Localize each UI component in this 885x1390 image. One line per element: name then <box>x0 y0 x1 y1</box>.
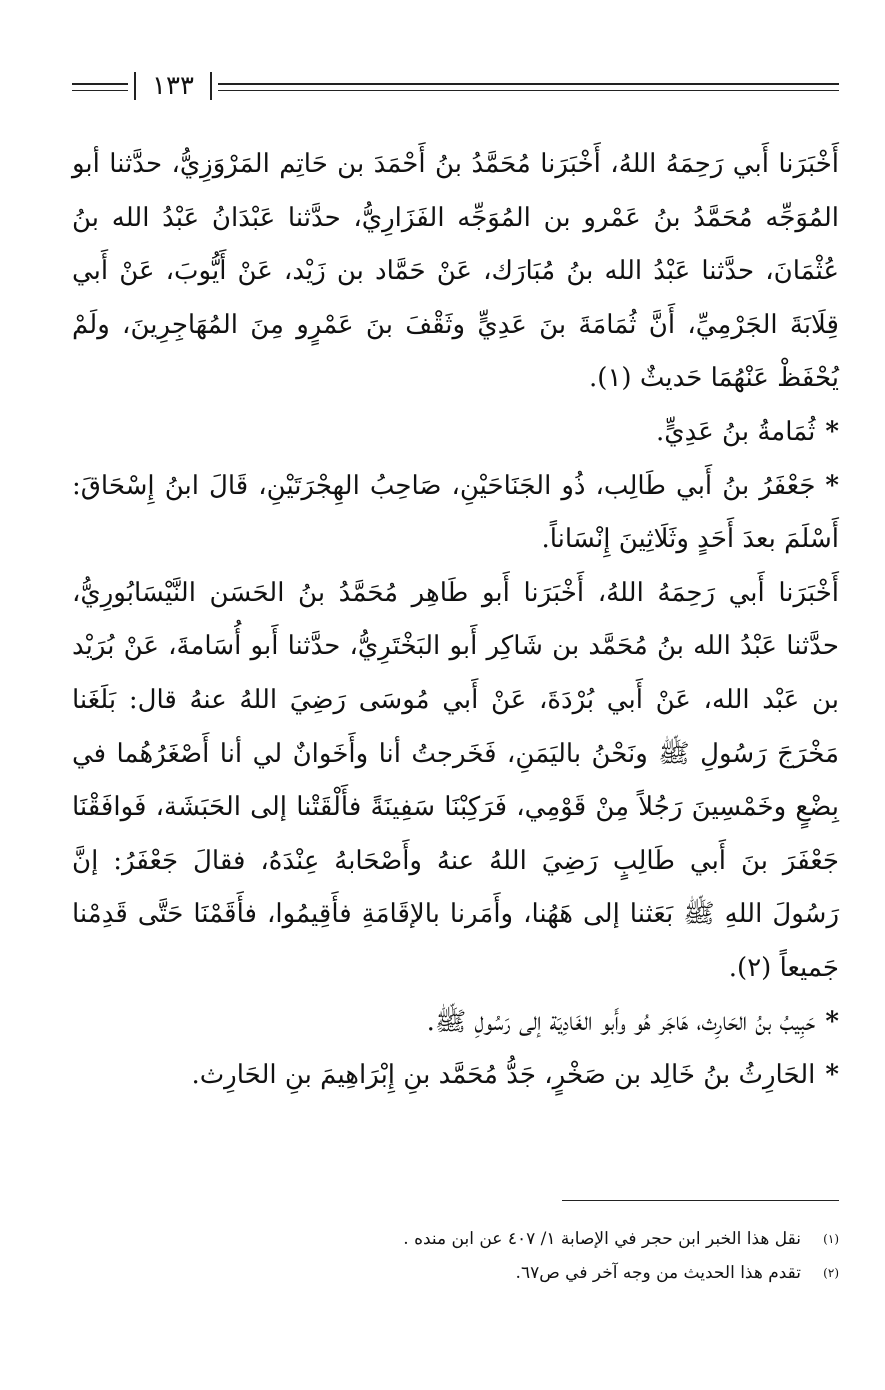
header-bar-right <box>210 72 212 100</box>
entry-text: الحَارِثُ بنُ خَالِد بن صَخْرٍ، جَدُّ مُحَمَّد بنِ إِبْرَاهِيمَ بنِ الحَارِث. <box>191 1060 816 1091</box>
page-number: ١٣٣ <box>152 71 194 101</box>
footnote-number: (٢) <box>823 1266 839 1280</box>
header-rule-left <box>72 83 128 91</box>
entry-harith <box>72 1049 839 1103</box>
header-rule-right <box>218 83 839 91</box>
footnote-text: نقل هذا الخبر ابن حجر في الإصابة ١/ ٤٠٧ عن ابن منده . <box>403 1229 801 1249</box>
entry-text: ثُمَامةُ بنُ عَدِيٍّ. <box>656 416 816 447</box>
entry-star: * <box>825 416 839 447</box>
body-text <box>72 138 839 1103</box>
footnote-1 <box>72 1222 839 1256</box>
footnote-2 <box>72 1256 839 1290</box>
paragraph-isnad-thumama: أَخْبَرَنا أَبي رَحِمَهُ اللهُ، أَخْبَرَنا مُحَمَّدُ بنُ أَحْمَدَ بن حَاتِم المَرْوَزِيُّ، حدَّثنا أبو المُوَجِّه مُحَمَّدُ بنُ عَمْرو بن المُوَجِّه الفَزَارِيُّ، حدَّثنا عَبْدَانُ عَبْدُ الله بنُ عُثْمَانَ، حدَّثنا عَبْدُ الله بنُ مُبَارَك، عَنْ حَمَّاد بن زَيْد، عَنْ أَيُّوبَ، عَنْ أَبي قِلَابَةَ الجَرْمِيِّ، أَنَّ ثُمَامَةَ بنَ عَدِيٍّ وثَقْفَ بنَ عَمْرٍو مِنَ المُهَاجِرِينَ، ولَمْ يُحْفَظْ عَنْهُمَا حَديثٌ (١). <box>72 149 839 394</box>
entry-thumama <box>72 406 839 460</box>
page-header <box>72 70 839 106</box>
footnote-number: (١) <box>823 1232 839 1246</box>
header-bar-left <box>134 72 136 100</box>
entry-star: * <box>825 1060 839 1091</box>
entry-text: جَعْفَرُ بنُ أَبي طَالِب، ذُو الجَنَاحَيْنِ، صَاحِبُ الهِجْرَتَيْنِ، قَالَ ابنُ إِسْحَاقَ: أَسْلَمَ بعدَ أَحَدٍ وثَلَاثِينَ إِنْسَاناً. <box>72 470 839 555</box>
entry-habib <box>72 996 839 1050</box>
footnotes <box>72 1222 839 1290</box>
footnote-separator <box>562 1200 839 1201</box>
entry-star: * <box>825 470 839 501</box>
paragraph-isnad-jafar: أَخْبَرَنا أَبي رَحِمَهُ اللهُ، أَخْبَرَنا أَبو طَاهِر مُحَمَّدُ بنُ الحَسَن النَّيْسَابُورِيُّ، حدَّثنا عَبْدُ الله بنُ مُحَمَّد بن شَاكِر أَبو البَخْتَرِيُّ، حدَّثنا أَبو أُسَامةَ، عَنْ بُرَيْد بن عَبْد الله، عَنْ أَبي بُرْدَةَ، عَنْ أَبي مُوسَى رَضِيَ اللهُ عنهُ قال: بَلَغَنا مَخْرَجَ رَسُولِ ﷺ ونَحْنُ باليَمَنِ، فَخَرجتُ أنا وأَخَوانٌ لي أنا أَصْغَرُهُما في بِضْعٍ وخَمْسِينَ رَجُلاً مِنْ قَوْمِي، فَرَكِبْنَا سَفِينَةً فأَلْقَتْنا إلى الحَبَشَة، فَوافَقْنَا جَعْفَرَ بنَ أَبي طَالِبٍ رَضِيَ اللهُ عنهُ وأَصْحَابهُ عِنْدَهُ، فقالَ جَعْفَرُ: إنَّ رَسُولَ اللهِ ﷺ بَعَثنا إلى هَهُنا، وأَمَرنا بالإقَامَةِ فأَقِيمُوا، فأَقَمْنَا حَتَّى قَدِمْنا جَميعاً (٢). <box>72 577 839 983</box>
entry-jafar <box>72 460 839 567</box>
entry-text: حَبِيبُ بنُ الحَارِث، هَاجَر هُو وأَبو الغَادِيَة إلى رَسُولِ ﷺ. <box>426 1006 816 1037</box>
footnote-text: تقدم هذا الحديث من وجه آخر في ص٦٧. <box>515 1263 801 1283</box>
entry-star: * <box>825 1006 839 1037</box>
